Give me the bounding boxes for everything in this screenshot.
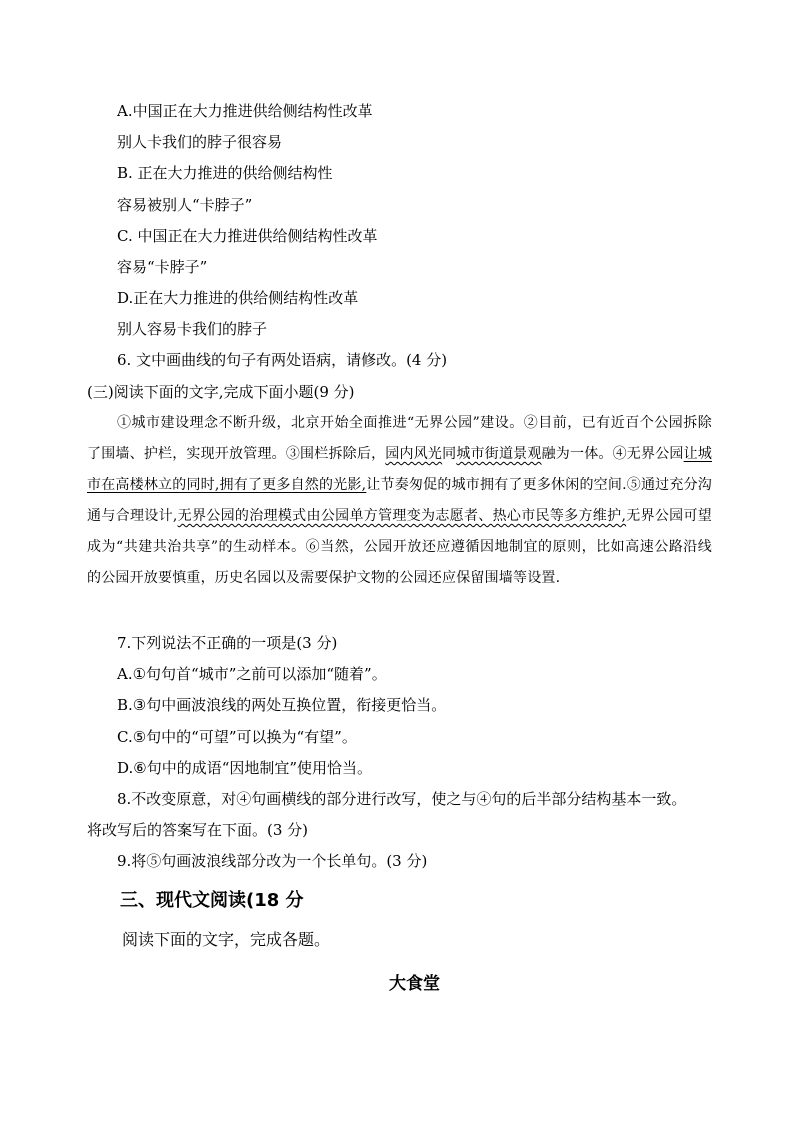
passage-underlined-phrase: 让城市在高楼林立的同时,拥有了更多自然的光影, xyxy=(87,446,713,493)
q5-option-d-line2: 别人容易卡我们的脖子 xyxy=(117,320,268,338)
q5-option-a-line2: 别人卡我们的脖子很容易 xyxy=(117,133,283,151)
question-7-option-d: D.⑥句中的成语“因地制宜”使用恰当。 xyxy=(117,759,373,777)
passage-connector: 同 xyxy=(442,446,457,462)
part-3-instruction: 阅读下面的文字，完成各题。 xyxy=(122,930,331,949)
question-9: 9.将⑤句画波浪线部分改为一个长单句。(3 分) xyxy=(117,852,428,870)
q5-option-b-line2: 容易被别人“卡脖子” xyxy=(117,196,253,214)
part-3-heading: 三、现代文阅读(18 分 xyxy=(120,890,304,911)
question-6: 6. 文中画曲线的句子有两处语病，请修改。(4 分) xyxy=(117,351,448,369)
q5-option-c-line2: 容易“卡脖子” xyxy=(117,258,208,276)
passage-wavy-phrase-a: 园内风光 xyxy=(385,446,443,462)
q5-option-a-line1: A.中国正在大力推进供给侧结构性改革 xyxy=(117,102,373,120)
question-8-line2: 将改写后的答案写在下面。(3 分) xyxy=(87,821,309,839)
question-7-option-b: B.③句中画波浪线的两处互换位置，衔接更恰当。 xyxy=(117,696,447,714)
section-3-heading: (三)阅读下面的文字,完成下面小题(9 分) xyxy=(87,383,355,401)
passage-sentence-5-6: 无界公园可望成为“共建共治共享”的生动样本。⑥当然，公园开放还应遵循因地制宜的原则，比如高速公路沿线的公园开放要慎重，历史名园以及需要保护文物的公园还应保留围墙等设置. xyxy=(87,508,712,586)
q5-option-c-line1: C. 中国正在大力推进供给侧结构性改革 xyxy=(117,227,378,245)
question-8-line1: 8.不改变原意，对④句画横线的部分进行改写，使之与④句的后半部分结构基本一致。 xyxy=(117,790,687,808)
passage-wavy-sentence-5: 无界公园的治理模式由公园单方管理变为志愿者、热心市民等多方维护, xyxy=(177,508,627,524)
question-7-option-a: A.①句句首“城市”之前可以添加“随着”。 xyxy=(117,665,387,683)
article-title: 大食堂 xyxy=(389,974,440,994)
passage-wavy-phrase-b: 城市街道景观 xyxy=(456,446,542,462)
passage-sentence-1-2-3: ①城市建设理念不断升级，北京开始全面推进“无界公园”建设。②目前，已有近百个公园拆除了围墙、护栏，实现开放管理。③围栏拆除后， xyxy=(87,415,712,462)
question-7-stem: 7.下列说法不正确的一项是(3 分) xyxy=(117,634,338,652)
reading-passage xyxy=(87,408,712,594)
q5-option-b-line1: B. 正在大力推进的供给侧结构性 xyxy=(117,164,333,182)
passage-sentence-4-rest: 让节奏匆促的城市拥有了更多休闲的空间.⑤通过充分沟通与合理设计, xyxy=(87,477,712,524)
question-7-option-c: C.⑤句中的“可望”可以换为“有望”。 xyxy=(117,728,357,746)
q5-option-d-line1: D.正在大力推进的供给侧结构性改革 xyxy=(117,289,359,307)
passage-sentence-3-end: 融为一体。④无界公园 xyxy=(541,446,684,462)
